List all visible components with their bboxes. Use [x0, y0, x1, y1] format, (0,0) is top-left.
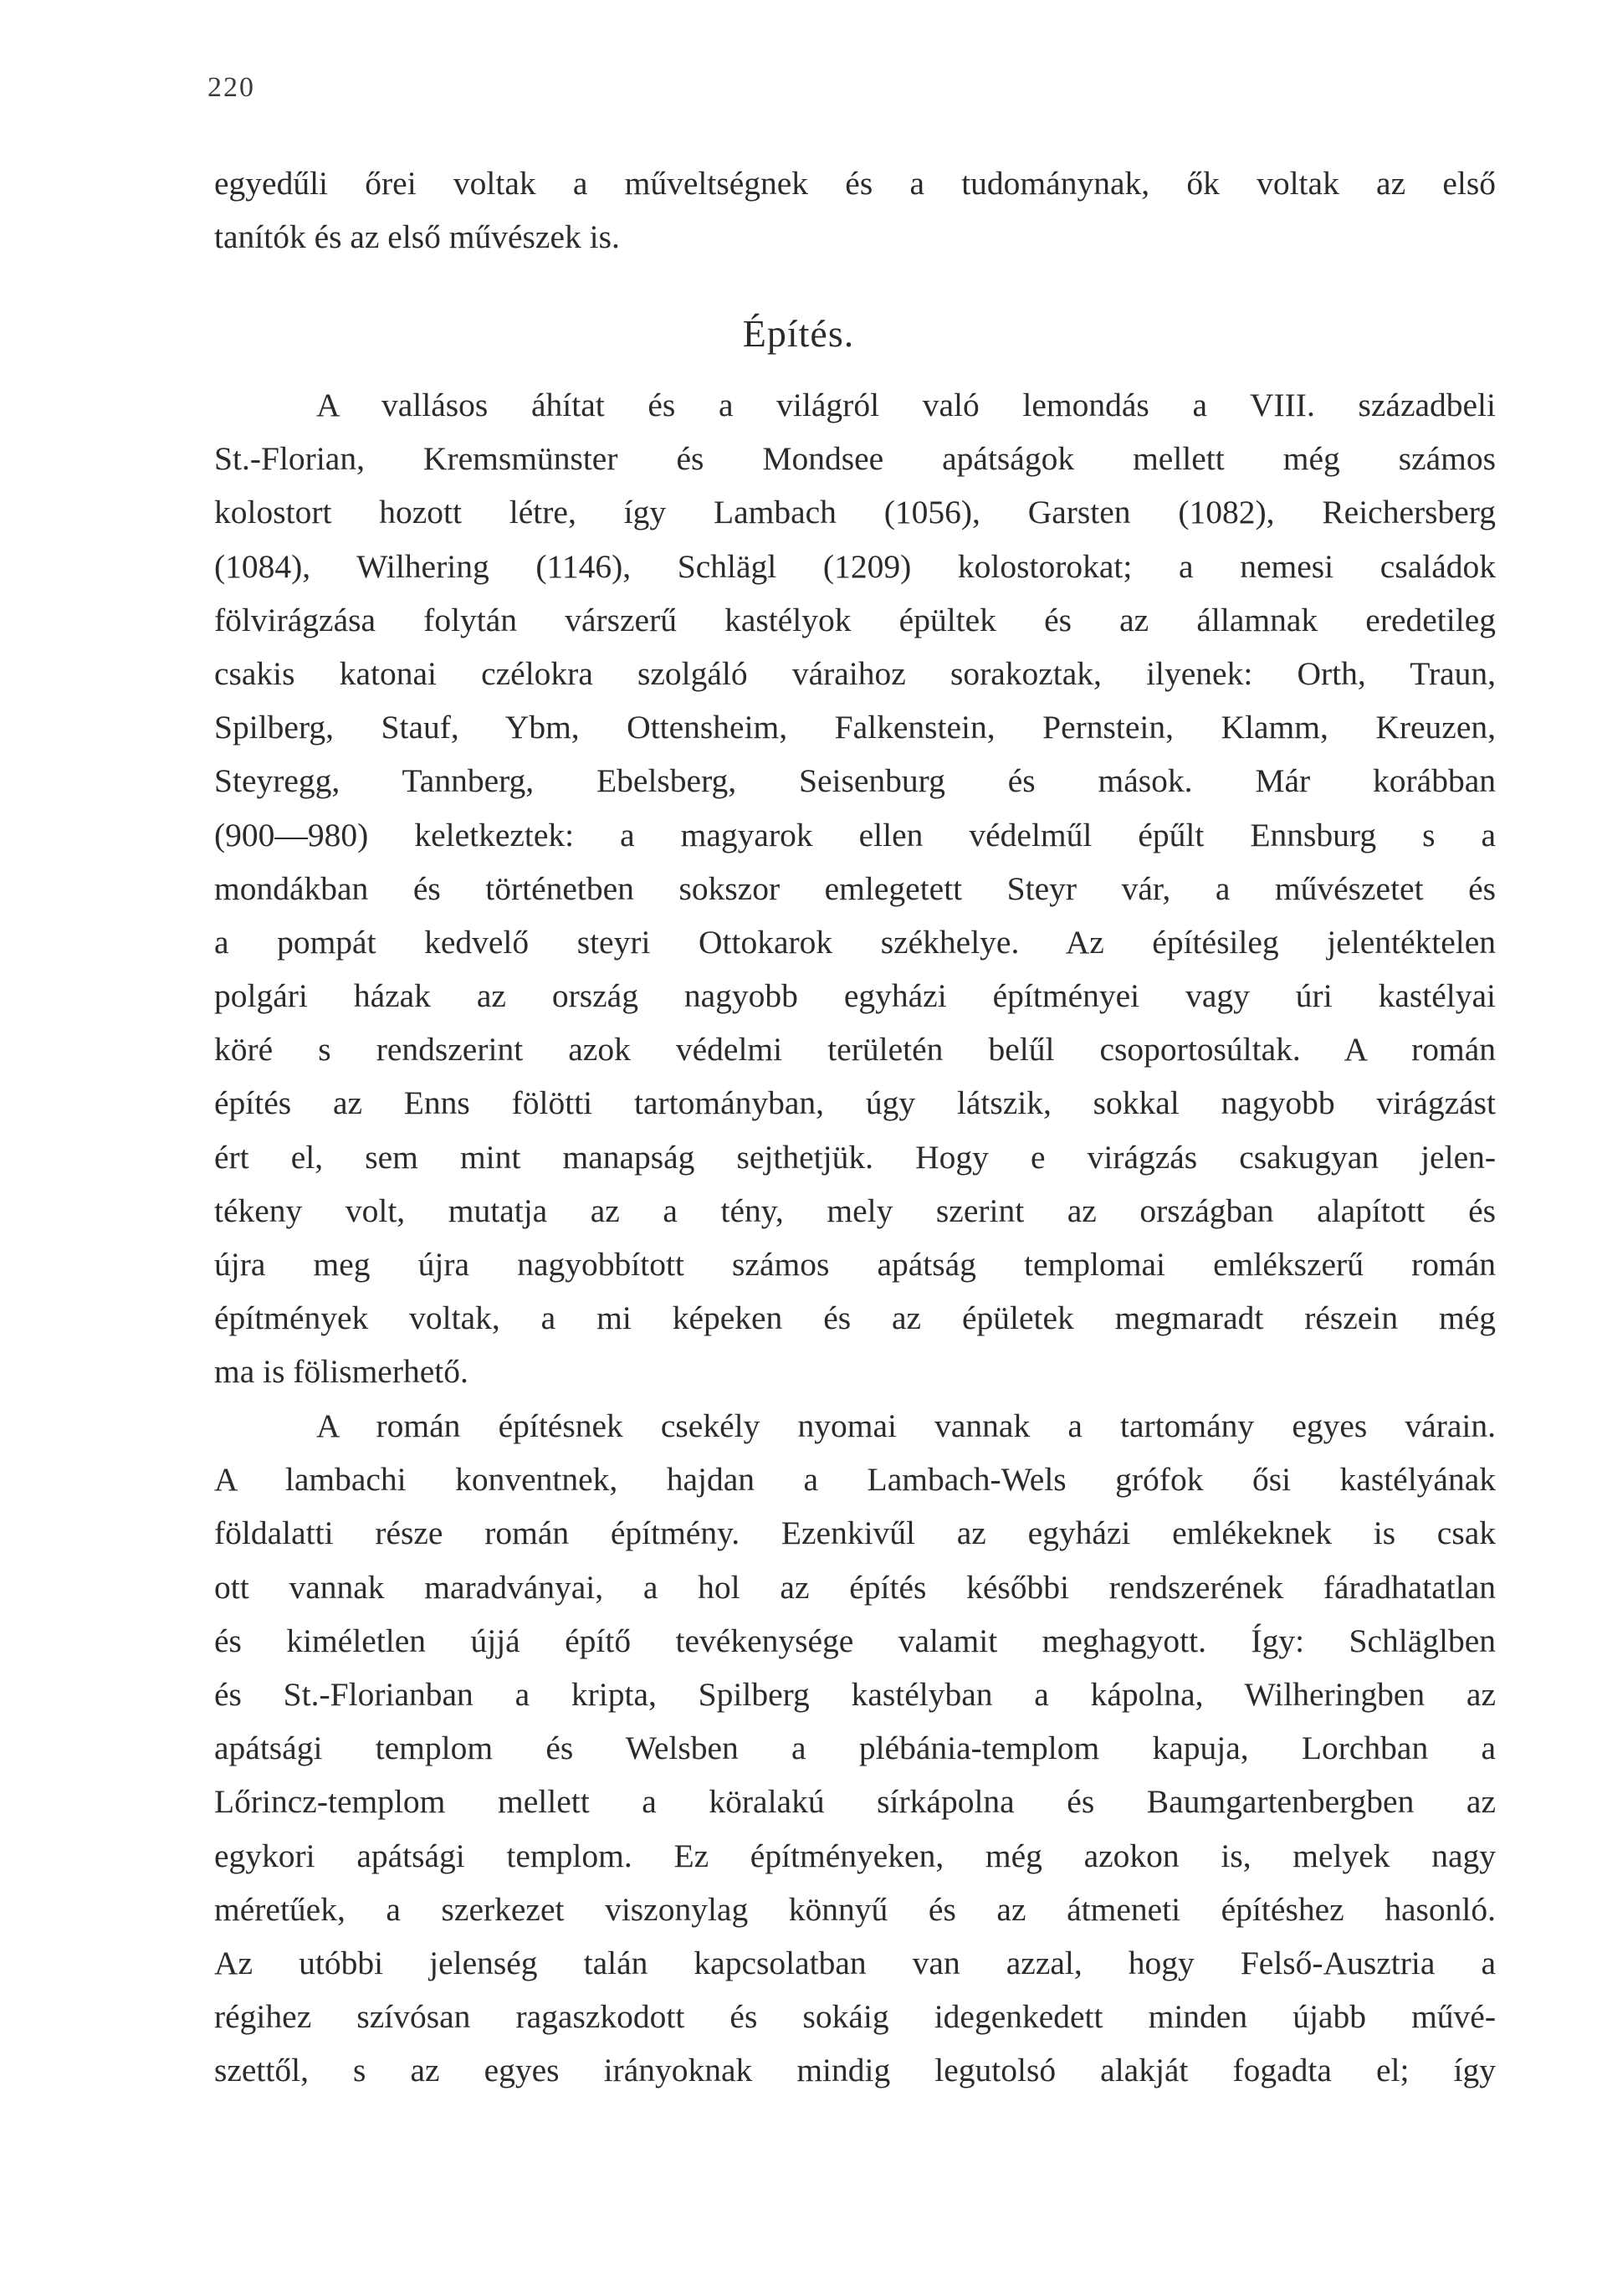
text-line: és St.-Florianban a kripta, Spilberg kastélyban a kápolna, Wilheringben az — [214, 1675, 1496, 1713]
text-line: A lambachi konventnek, hajdan a Lambach-Wels grófok ősi kastélyának — [214, 1461, 1496, 1499]
text-line: A román építésnek csekély nyomai vannak a tartomány egyes várain. — [316, 1407, 1496, 1444]
text-line: szettől, s az egyes irányoknak mindig legutolsó alakját fogadta el; így — [214, 2052, 1496, 2089]
text-line: egykori apátsági templom. Ez építményeken, még azokon is, melyek nagy — [214, 1837, 1496, 1874]
text-line: egyedűli őrei voltak a műveltségnek és a tudománynak, ők voltak az első — [214, 165, 1496, 202]
text-line: fölvirágzása folytán várszerű kastélyok épültek és az államnak eredetileg — [214, 601, 1496, 638]
text-line: építmények voltak, a mi képeken és az épületek megmaradt részein még — [214, 1299, 1496, 1337]
text-line: (900—980) keletkeztek: a magyarok ellen védelműl épűlt Ennsburg s a — [214, 816, 1496, 853]
text-line: mondákban és történetben sokszor emlegetett Steyr vár, a művészetet és — [214, 869, 1496, 907]
text-line: St.-Florian, Kremsmünster és Mondsee apátságok mellett még számos — [214, 440, 1496, 478]
text-line: földalatti része román építmény. Ezenkivűl az egyházi emlékeknek is csak — [214, 1514, 1496, 1552]
text-line: és kiméletlen újjá építő tevékenysége valamit meghagyott. Így: Schläglben — [214, 1622, 1496, 1659]
text-line: építés az Enns fölötti tartományban, úgy látszik, sokkal nagyobb virágzást — [214, 1084, 1496, 1122]
text-line: ott vannak maradványai, a hol az építés későbbi rendszerének fáradhatatlan — [214, 1568, 1496, 1606]
text-line: tanítók és az első művészek is. — [214, 218, 620, 256]
text-line: ért el, sem mint manapság sejthetjük. Hogy e virágzás csakugyan jelen- — [214, 1138, 1496, 1176]
text-line: csakis katonai czélokra szolgáló váraihoz sorakoztak, ilyenek: Orth, Traun, — [214, 654, 1496, 692]
text-line: méretűek, a szerkezet viszonylag könnyű és az átmeneti építéshez hasonló. — [214, 1890, 1496, 1928]
text-line: kolostort hozott létre, így Lambach (1056), Garsten (1082), Reichersberg — [214, 494, 1496, 531]
text-line: ma is fölismerhető. — [214, 1353, 468, 1391]
text-line: A vallásos áhítat és a világról való lemondás a VIII. századbeli — [316, 387, 1496, 423]
page-number: 220 — [207, 72, 255, 103]
text-line: Spilberg, Stauf, Ybm, Ottensheim, Falkenstein, Pernstein, Klamm, Kreuzen, — [214, 709, 1496, 746]
text-line: Az utóbbi jelenség talán kapcsolatban van azzal, hogy Felső-Ausztria a — [214, 1944, 1496, 1981]
text-line: polgári házak az ország nagyobb egyházi építményei vagy úri kastélyai — [214, 977, 1496, 1015]
text-line: régihez szívósan ragaszkodott és sokáig idegenkedett minden újabb művé- — [214, 1998, 1496, 2036]
text-line: tékeny volt, mutatja az a tény, mely szerint az országban alapított és — [214, 1192, 1496, 1229]
text-line: (1084), Wilhering (1146), Schlägl (1209) kolostorokat; a nemesi családok — [214, 547, 1496, 585]
paragraph-2 — [214, 1399, 1496, 2097]
text-line: Steyregg, Tannberg, Ebelsberg, Seisenburg és mások. Már korábban — [214, 762, 1496, 800]
text-line: újra meg újra nagyobbított számos apátság templomai emlékszerű román — [214, 1246, 1496, 1283]
intro-paragraph — [214, 156, 1496, 264]
text-line: apátsági templom és Welsben a plébánia-templom kapuja, Lorchban a — [214, 1730, 1496, 1767]
section-heading: Építés. — [742, 312, 855, 355]
text-line: Lőrincz-templom mellett a köralakú sírkápolna és Baumgartenbergben az — [214, 1783, 1496, 1821]
text-line: a pompát kedvelő steyri Ottokarok székhelye. Az építésileg jelentéktelen — [214, 923, 1496, 961]
text-line: köré s rendszerint azok védelmi területén belűl csoportosúltak. A román — [214, 1031, 1496, 1069]
paragraph-1 — [214, 378, 1496, 1399]
